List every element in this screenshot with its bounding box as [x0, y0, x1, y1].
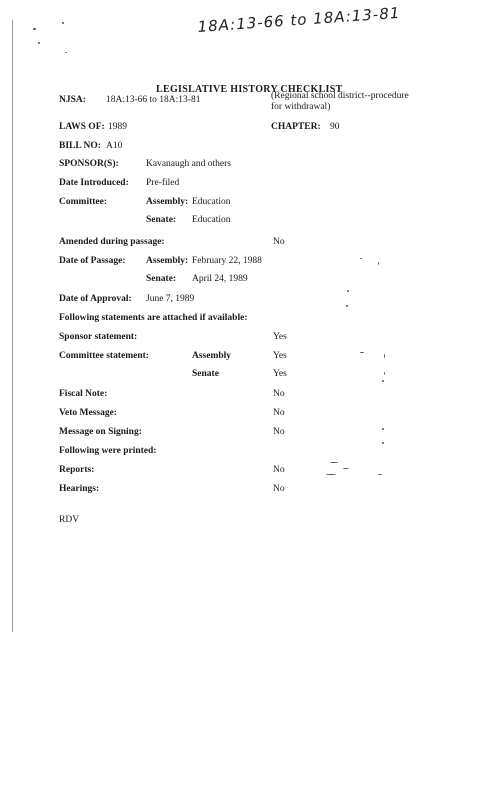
reports-label: Reports:: [59, 465, 95, 475]
statements-heading: Following statements are attached if available:: [59, 313, 248, 323]
date-introduced-value: Pre-filed: [146, 178, 180, 188]
passage-assembly-label: Assembly:: [146, 256, 189, 266]
scan-speck: [360, 352, 364, 353]
hearings-label: Hearings:: [59, 484, 100, 494]
handwritten-citation: 18A:13-66 to 18A:13-81: [197, 3, 401, 36]
passage-senate-label: Senate:: [146, 274, 177, 284]
approval-label: Date of Approval:: [59, 294, 132, 304]
committee-statement-assembly-label: Assembly: [192, 351, 232, 361]
passage-assembly-value: February 22, 1988: [192, 256, 262, 266]
scan-speck: [38, 42, 40, 44]
veto-message-value: No: [273, 408, 285, 418]
sponsor-statement-label: Sponsor statement:: [59, 332, 138, 342]
reports-value: No: [273, 465, 285, 475]
scan-speck: [346, 305, 348, 307]
message-on-signing-label: Message on Signing:: [59, 427, 142, 437]
scan-speck: [384, 372, 385, 375]
committee-statement-senate-value: Yes: [273, 369, 287, 379]
sponsor-statement-value: Yes: [273, 332, 287, 342]
scan-speck: [384, 354, 385, 358]
scan-speck: [382, 380, 384, 382]
njsa-label: NJSA:: [59, 95, 86, 105]
committee-assembly-label: Assembly:: [146, 197, 189, 207]
fiscal-note-value: No: [273, 389, 285, 399]
approval-value: June 7, 1989: [146, 294, 195, 304]
committee-senate-label: Senate:: [146, 215, 177, 225]
scan-edge: [12, 20, 13, 632]
committee-senate-value: Education: [192, 215, 231, 225]
initials: RDV: [59, 515, 80, 525]
chapter-value: 90: [330, 122, 340, 132]
scan-speck: [378, 474, 382, 475]
bill-no-label: BILL NO:: [59, 141, 101, 151]
committee-assembly-value: Education: [192, 197, 231, 207]
sponsors-label: SPONSOR(S):: [59, 159, 119, 169]
scan-speck: [326, 474, 336, 475]
fiscal-note-label: Fiscal Note:: [59, 389, 108, 399]
njsa-purpose: (Regional school district--procedure for withdrawal): [271, 91, 409, 112]
sponsors-value: Kavanaugh and others: [146, 159, 231, 169]
scan-speck: [33, 28, 36, 30]
scan-speck: [65, 52, 67, 53]
scan-speck: [330, 462, 338, 463]
scan-speck: [378, 262, 379, 265]
passage-senate-value: April 24, 1989: [192, 274, 248, 284]
scan-speck: [382, 428, 384, 430]
scan-speck: [62, 22, 64, 24]
chapter-label: CHAPTER:: [271, 122, 321, 132]
laws-of-label: LAWS OF:: [59, 122, 105, 132]
bill-no-value: A10: [106, 141, 123, 151]
laws-of-value: 1989: [108, 122, 127, 132]
committee-label: Committee:: [59, 197, 108, 207]
njsa-value: 18A:13-66 to 18A:13-81: [106, 95, 201, 105]
committee-statement-senate-label: Senate: [192, 369, 219, 379]
scan-speck: [343, 468, 349, 469]
committee-statement-assembly-value: Yes: [273, 351, 287, 361]
printed-heading: Following were printed:: [59, 446, 157, 456]
amended-value: No: [273, 237, 285, 247]
date-introduced-label: Date Introduced:: [59, 178, 129, 188]
scan-speck: [382, 442, 384, 444]
scan-speck: [347, 290, 349, 292]
committee-statement-label: Committee statement:: [59, 351, 149, 361]
hearings-value: No: [273, 484, 285, 494]
page-title: LEGISLATIVE HISTORY CHECKLIST: [156, 84, 343, 95]
scan-speck: [360, 258, 362, 259]
amended-label: Amended during passage:: [59, 237, 165, 247]
passage-label: Date of Passage:: [59, 256, 126, 266]
message-on-signing-value: No: [273, 427, 285, 437]
veto-message-label: Veto Message:: [59, 408, 117, 418]
